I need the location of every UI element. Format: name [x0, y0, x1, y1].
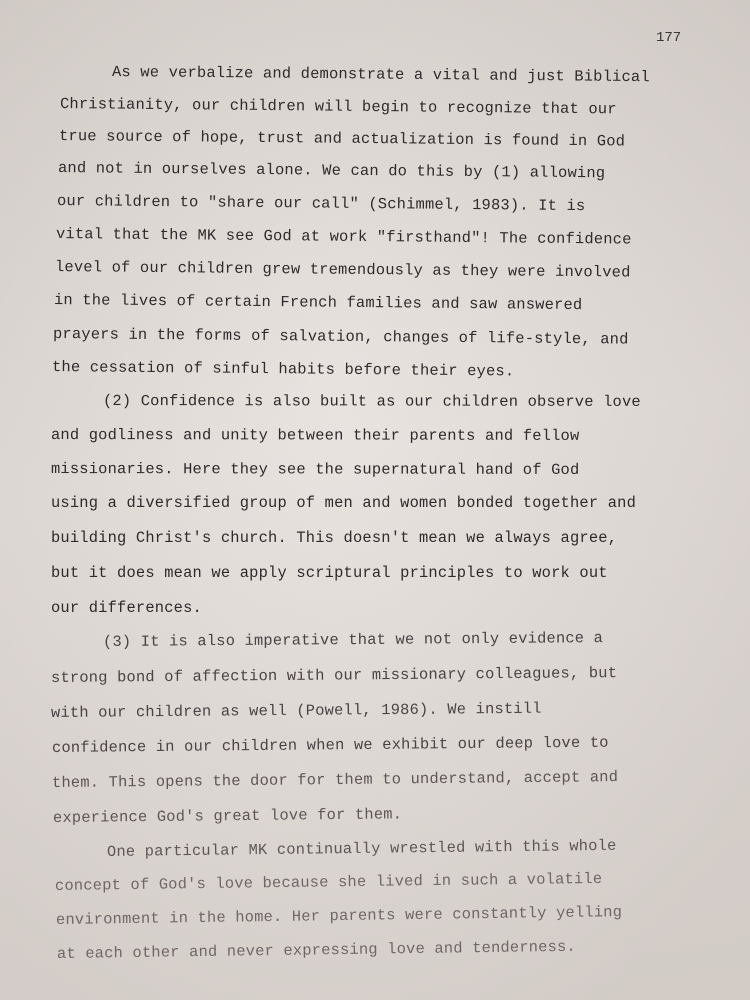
text-line-14: using a diversified group of men and women bonded together and: [51, 494, 637, 512]
text-line-21: confidence in our children when we exhibit our deep love to: [51, 733, 609, 757]
text-line-23: experience God's great love for them.: [52, 805, 403, 827]
text-line-18: (3) It is also imperative that we not only evidence a: [102, 629, 604, 651]
page-number: 177: [656, 30, 682, 46]
text-line-15: building Christ's church. This doesn't mean we always agree,: [51, 529, 618, 547]
text-line-10: the cessation of sinful habits before their eyes.: [51, 358, 515, 381]
text-line-11: (2) Confidence is also built as our children observe love: [102, 392, 641, 411]
text-line-24: One particular MK continually wrestled with this whole: [106, 836, 617, 861]
text-line-1: As we verbalize and demonstrate a vital and just Biblical: [111, 63, 650, 87]
text-line-17: our differences.: [51, 599, 202, 617]
text-line-4: and not in ourselves alone. We can do this by (1) allowing: [57, 159, 606, 183]
text-line-9: prayers in the forms of salvation, changes of life-style, and: [52, 325, 629, 349]
text-line-20: with our children as well (Powell, 1986). We instill: [50, 699, 542, 722]
text-line-13: missionaries. Here they see the supernatural hand of God: [50, 460, 580, 479]
text-line-27: at each other and never expressing love and tenderness.: [56, 937, 577, 963]
text-line-12: and godliness and unity between their parents and fellow: [50, 426, 580, 445]
text-line-5: our children to "share our call" (Schimmel, 1983). It is: [56, 192, 586, 216]
text-line-16: but it does mean we apply scriptural principles to work out: [51, 564, 608, 582]
text-line-6: vital that the MK see God at work "firsthand"! The confidence: [55, 225, 632, 249]
text-line-8: in the lives of certain French families and saw answered: [53, 291, 583, 315]
text-line-26: environment in the home. Her parents were constantly yelling: [55, 903, 623, 929]
text-line-7: level of our children grew tremendously as they were involved: [54, 258, 631, 282]
text-line-19: strong bond of affection with our missionary colleagues, but: [50, 664, 618, 687]
text-line-3: true source of hope, trust and actualization is found in God: [58, 127, 626, 151]
text-line-22: them. This opens the door for them to understand, accept and: [51, 768, 619, 792]
text-line-2: Christianity, our children will begin to recognize that our: [59, 95, 617, 119]
text-line-25: concept of God's love because she lived in such a volatile: [54, 869, 603, 895]
